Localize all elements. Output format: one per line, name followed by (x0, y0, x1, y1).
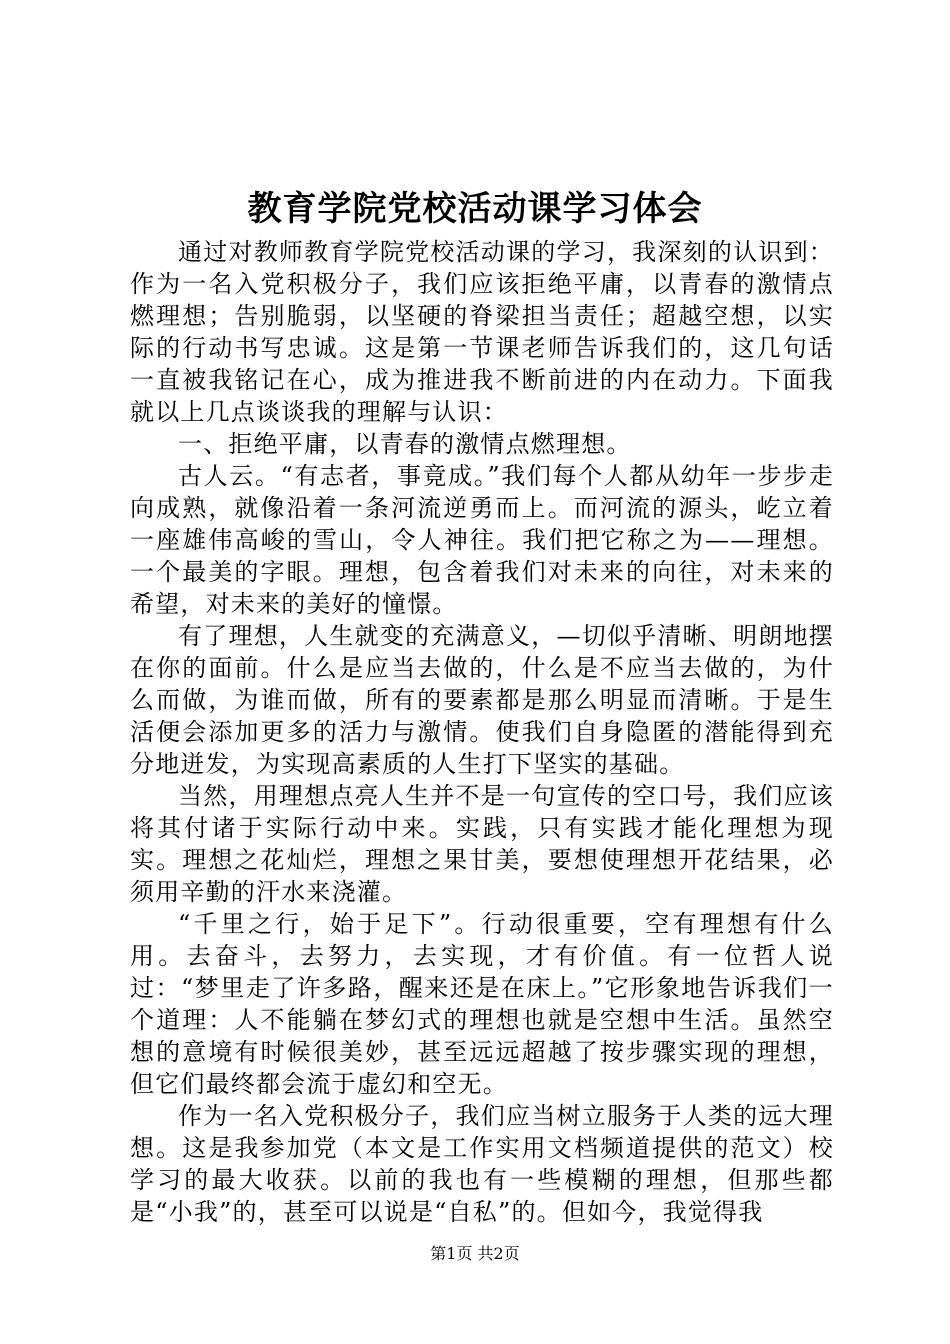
paragraph: “千里之行，始于足下”。行动很重要，空有理想有什么用。去奋斗，去努力，去实现，才有价值。有一位哲人说过：“梦里走了许多路，醒来还是在床上。”它形象地告诉我们一个道理：人不能躺在梦幻式的理想也就是空想中生活。虽然空想的意境有时候很美妙，甚至远远超越了按步骤实现的理想，但它们最终都会流于虚幻和空无。 (130, 910, 834, 1098)
document-body (130, 236, 834, 1228)
paragraph: 当然，用理想点亮人生并不是一句宣传的空口号，我们应该将其付诸于实际行动中来。实践，只有实践才能化理想为现实。理想之花灿烂，理想之果甘美，要想使理想开花结果，必须用辛勤的汗水来浇灌。 (130, 782, 834, 906)
paragraph: 通过对教师教育学院党校活动课的学习，我深刻的认识到：作为一名入党积极分子，我们应该拒绝平庸，以青春的激情点燃理想；告别脆弱，以坚硬的脊梁担当责任；超越空想，以实际的行动书写忠诚。这是第一节课老师告诉我们的，这几句话一直被我铭记在心，成为推进我不断前进的内在动力。下面我就以上几点谈谈我的理解与认识： (130, 238, 834, 426)
page-footer: 第1页 共2页 (430, 1244, 520, 1263)
paragraph: 作为一名入党积极分子，我们应当树立服务于人类的远大理想。这是我参加党（本文是工作实用文档频道提供的范文）校学习的最大收获。以前的我也有一些模糊的理想，但那些都是“小我”的，甚至可以说是“自私”的。但如今，我觉得我 (130, 1102, 834, 1226)
paragraph: 古人云。“有志者，事竟成。”我们每个人都从幼年一步步走向成熟，就像沿着一条河流逆勇而上。而河流的源头，屹立着一座雄伟高峻的雪山，令人神往。我们把它称之为——理想。一个最美的字眼。理想，包含着我们对未来的向往，对未来的希望，对未来的美好的憧憬。 (130, 462, 834, 618)
paragraph: 有了理想，人生就变的充满意义，—切似乎清晰、明朗地摆在你的面前。什么是应当去做的，什么是不应当去做的，为什么而做，为谁而做，所有的要素都是那么明显而清晰。于是生活便会添加更多的活力与激情。使我们自身隐匿的潜能得到充分地迸发，为实现高素质的人生打下坚实的基础。 (130, 622, 834, 778)
document-title: 教育学院党校活动课学习体会 (247, 189, 703, 229)
section-heading: 一、拒绝平庸，以青春的激情点燃理想。 (178, 430, 632, 458)
